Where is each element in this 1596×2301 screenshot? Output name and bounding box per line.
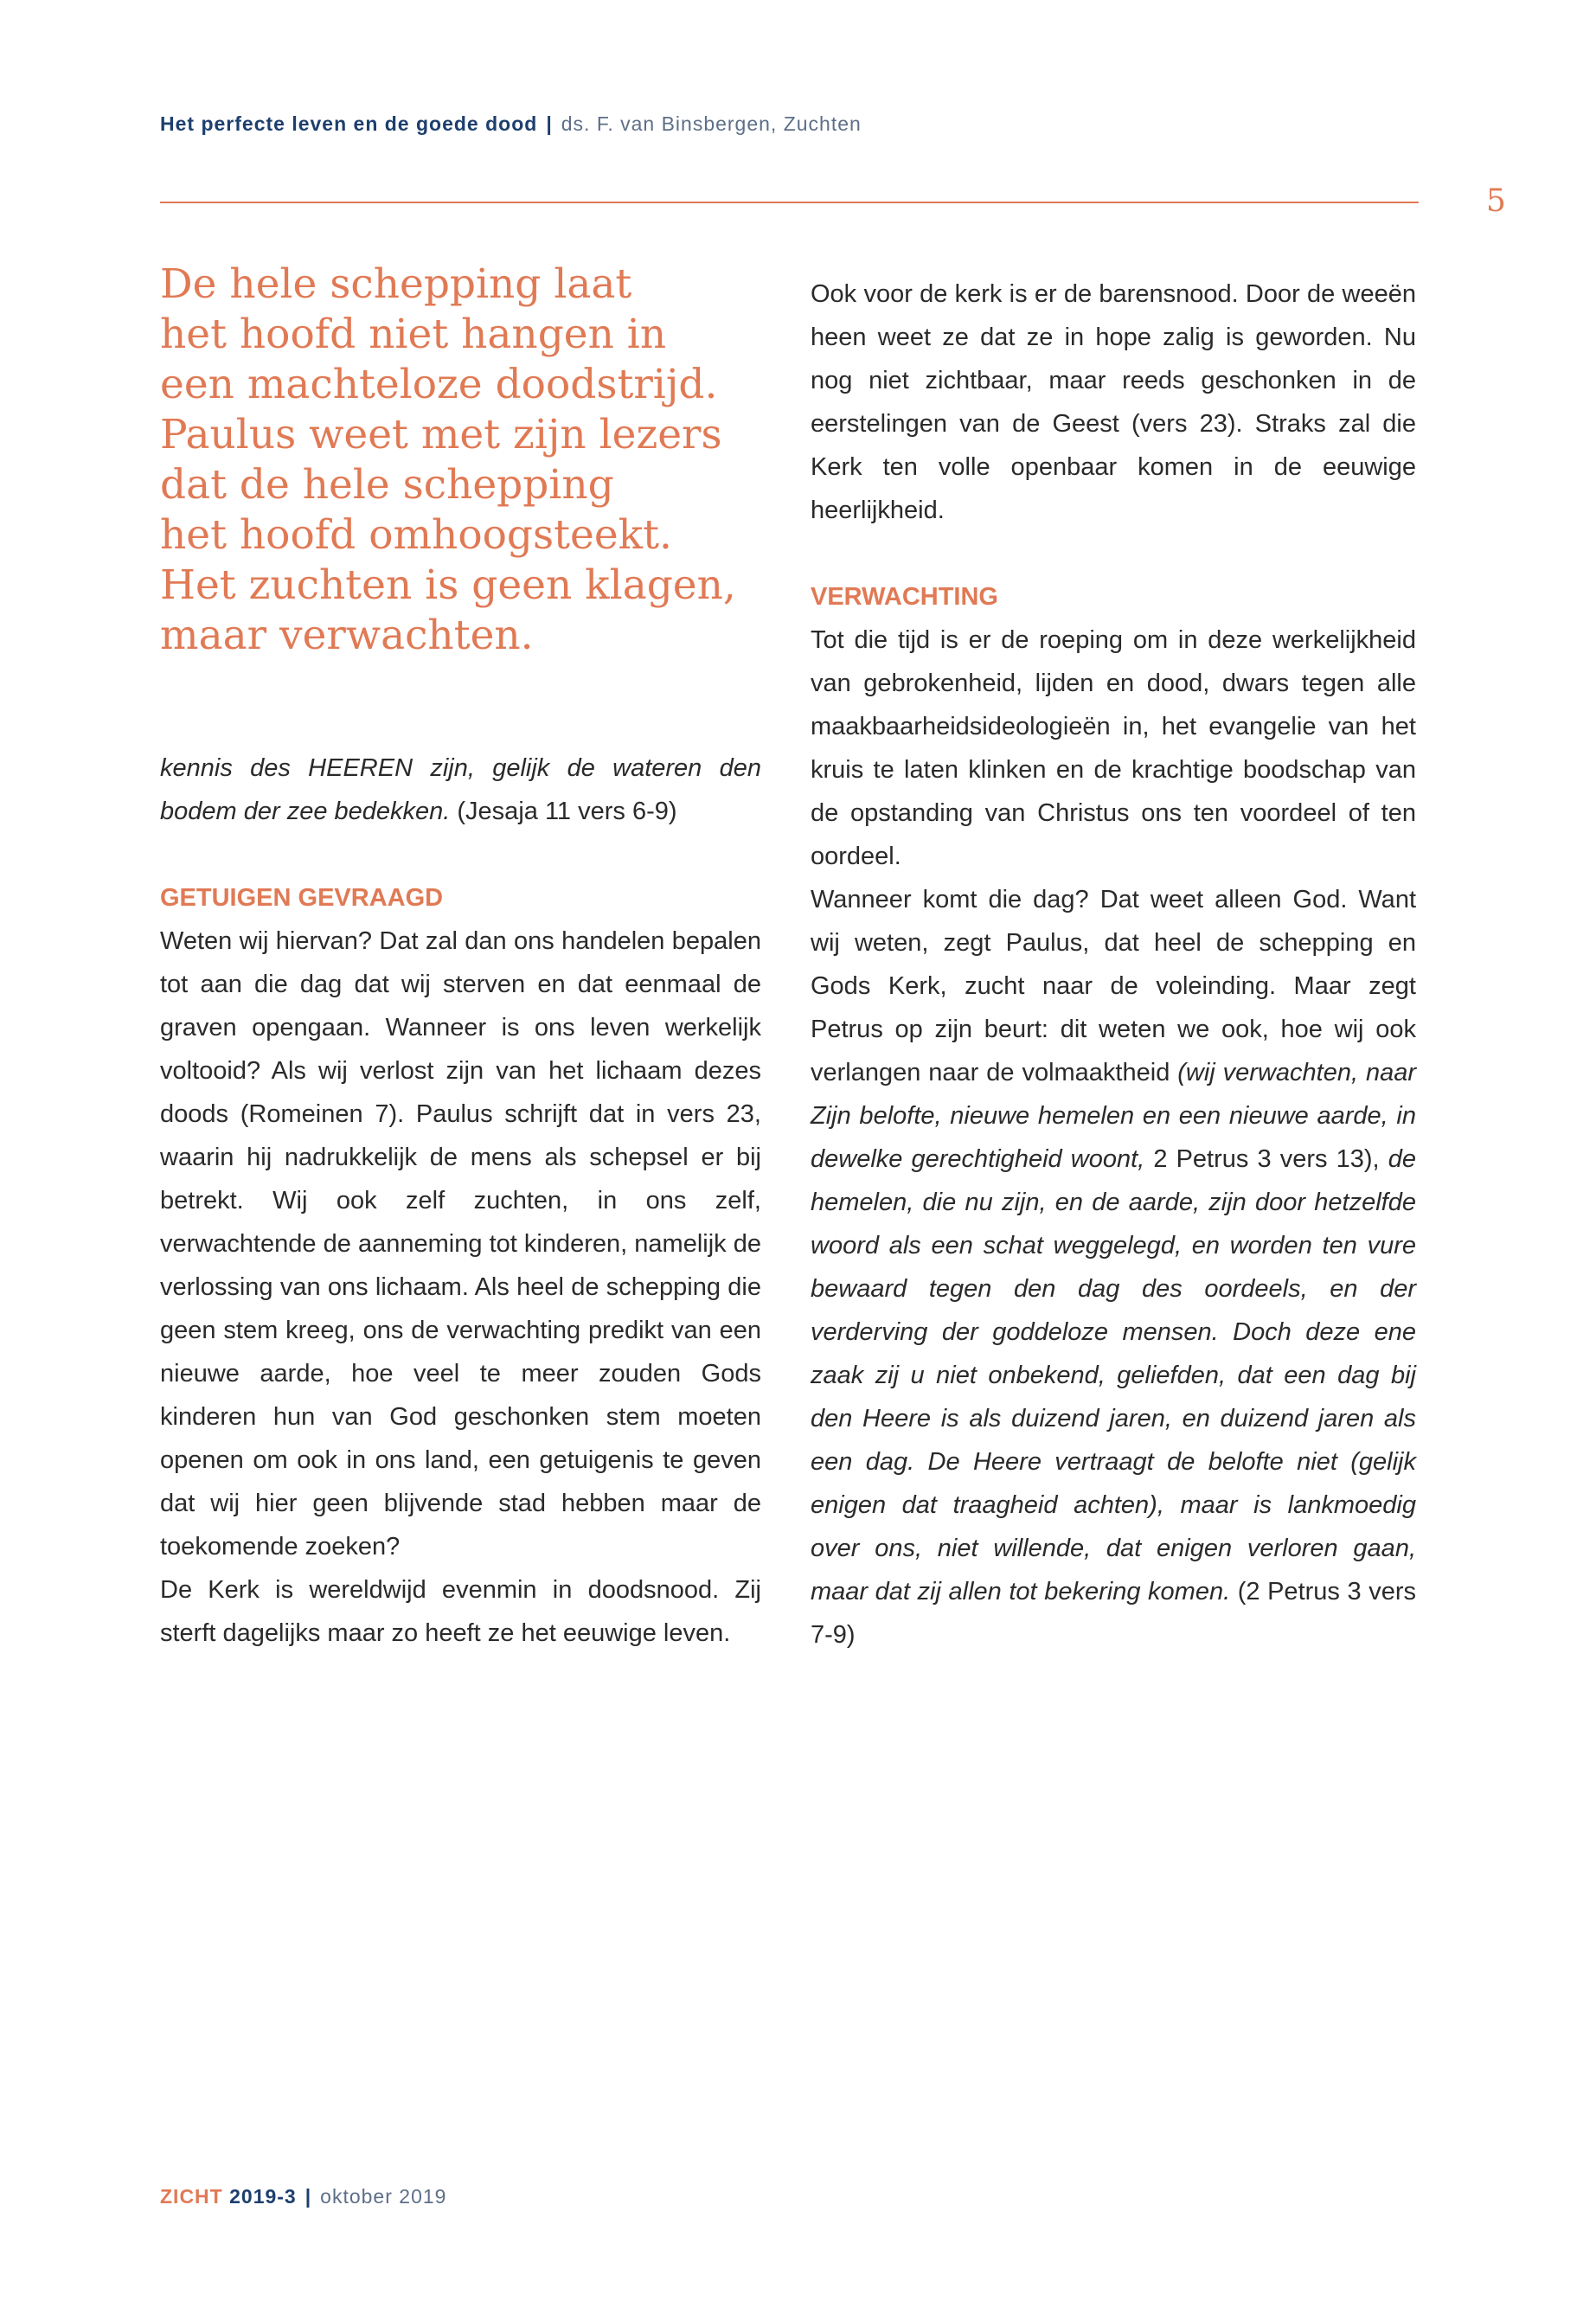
footer-magazine: ZICHT xyxy=(160,2185,223,2208)
pull-quote-line: Paulus weet met zijn lezers xyxy=(160,411,722,458)
scripture-quote: de hemelen, die nu zijn, en de aarde, zijn door hetzelfde woord als een schat weggelegd, en worden ten vure bewaard tegen den dag des oordeels, en der verderving der goddeloze mensen. Doch deze ene zaak zij u niet onbekend, geliefden, dat een dag bij den Heere is als duizend jaren, en duizend jaren als een dag. De Heere vertraagt de belofte niet (gelijk enigen dat traagheid achten), maar is lankmoedig over ons, niet willende, dat enigen verloren gaan, maar dat zij allen tot bekering komen. xyxy=(811,1145,1416,1606)
footer-issue: 2019-3 xyxy=(229,2185,297,2208)
section-heading-verwachting: VERWACHTING xyxy=(811,583,998,611)
intro-paragraph xyxy=(160,747,761,833)
scripture-quote: (wij verwachten, naar Zijn belofte, nieuwe hemelen en een nieuwe aarde, in dewelke gerechtigheid woont, xyxy=(811,1059,1416,1173)
pull-quote-line: dat de hele schepping xyxy=(160,461,614,509)
header-separator: | xyxy=(546,112,553,135)
header-rule xyxy=(160,202,1419,203)
body-text: Wanneer komt die dag? Dat weet alleen God. Want wij weten, zegt Paulus, dat heel de schepping en Gods Kerk, zucht naar de voleinding. Maar zegt Petrus op zijn beurt: dit weten we ook, hoe wij ook verlangen naar de volmaaktheid xyxy=(811,886,1416,1086)
pull-quote-line: een machteloze doodstrijd. xyxy=(160,361,718,408)
section-heading-getuigen: GETUIGEN GEVRAAGD xyxy=(160,884,444,912)
pull-quote-line: het hoofd omhoogsteekt. xyxy=(160,511,672,559)
scripture-reference: (2 Petrus 3 vers 7-9) xyxy=(811,1578,1416,1649)
body-paragraph: Weten wij hiervan? Dat zal dan ons handelen bepalen tot aan die dag dat wij sterven en dat eenmaal de graven opengaan. Wanneer is ons leven werkelijk voltooid? Als wij verlost zijn van het lichaam dezes doods (Romeinen 7). Paulus schrijft dat in vers 23, waarin hij nadrukkelijk de mens als schepsel er bij betrekt. Wij ook zelf zuchten, in ons zelf, verwachtende de aanneming tot kinderen, namelijk de verlossing van ons lichaam. Als heel de schepping die geen stem kreeg, ons de verwachting predikt van een nieuwe aarde, hoe veel te meer zouden Gods kinderen hun van God geschonken stem moeten openen om ook in ons land, een getuigenis te geven dat wij hier geen blijvende stad hebben maar de toekomende zoeken? xyxy=(160,927,761,1561)
footer-date: oktober 2019 xyxy=(320,2185,447,2208)
pull-quote-line: Het zuchten is geen klagen, xyxy=(160,561,736,609)
pull-quote xyxy=(160,260,783,661)
spacer xyxy=(811,532,1416,575)
body-paragraph: Tot die tijd is er de roeping om in deze werkelijkheid van gebrokenheid, lijden en dood, dwars tegen alle maakbaarheidsideologieën in, het evangelie van het kruis te laten klinken en de krachtige boodschap van de opstanding van Christus ons ten voordeel of ten oordeel. xyxy=(811,626,1416,870)
footer-separator: | xyxy=(304,2185,312,2208)
running-header xyxy=(160,112,862,136)
body-paragraph: De Kerk is wereldwijd evenmin in doodsnood. Zij sterft dagelijks maar zo heeft ze het eeuwige leven. xyxy=(160,1576,761,1647)
intro-reference: (Jesaja 11 vers 6-9) xyxy=(450,798,677,825)
pull-quote-line: het hoofd niet hangen in xyxy=(160,311,667,358)
intro-quote: kennis des HEEREN zijn, gelijk de wateren den bodem der zee bedekken. xyxy=(160,754,761,825)
scripture-reference: 2 Petrus 3 vers 13), xyxy=(1144,1145,1388,1173)
pull-quote-line: De hele schepping laat xyxy=(160,260,632,308)
header-article-title: Het perfecte leven en de goede dood xyxy=(160,112,538,135)
page-number: 5 xyxy=(1486,183,1506,219)
left-column xyxy=(160,747,761,1655)
page-footer xyxy=(160,2185,446,2208)
right-column xyxy=(811,272,1416,1657)
pull-quote-line: maar verwachten. xyxy=(160,612,534,659)
body-paragraph-quotes xyxy=(811,878,1416,1657)
spacer xyxy=(160,833,761,876)
header-subtitle: ds. F. van Binsbergen, Zuchten xyxy=(561,112,862,135)
body-paragraph: Ook voor de kerk is er de barensnood. Door de weeën heen weet ze dat ze in hope zalig is geworden. Nu nog niet zichtbaar, maar reeds geschonken in de eerstelingen van de Geest (vers 23). Straks zal die Kerk ten volle openbaar komen in de eeuwige heerlijkheid. xyxy=(811,280,1416,524)
